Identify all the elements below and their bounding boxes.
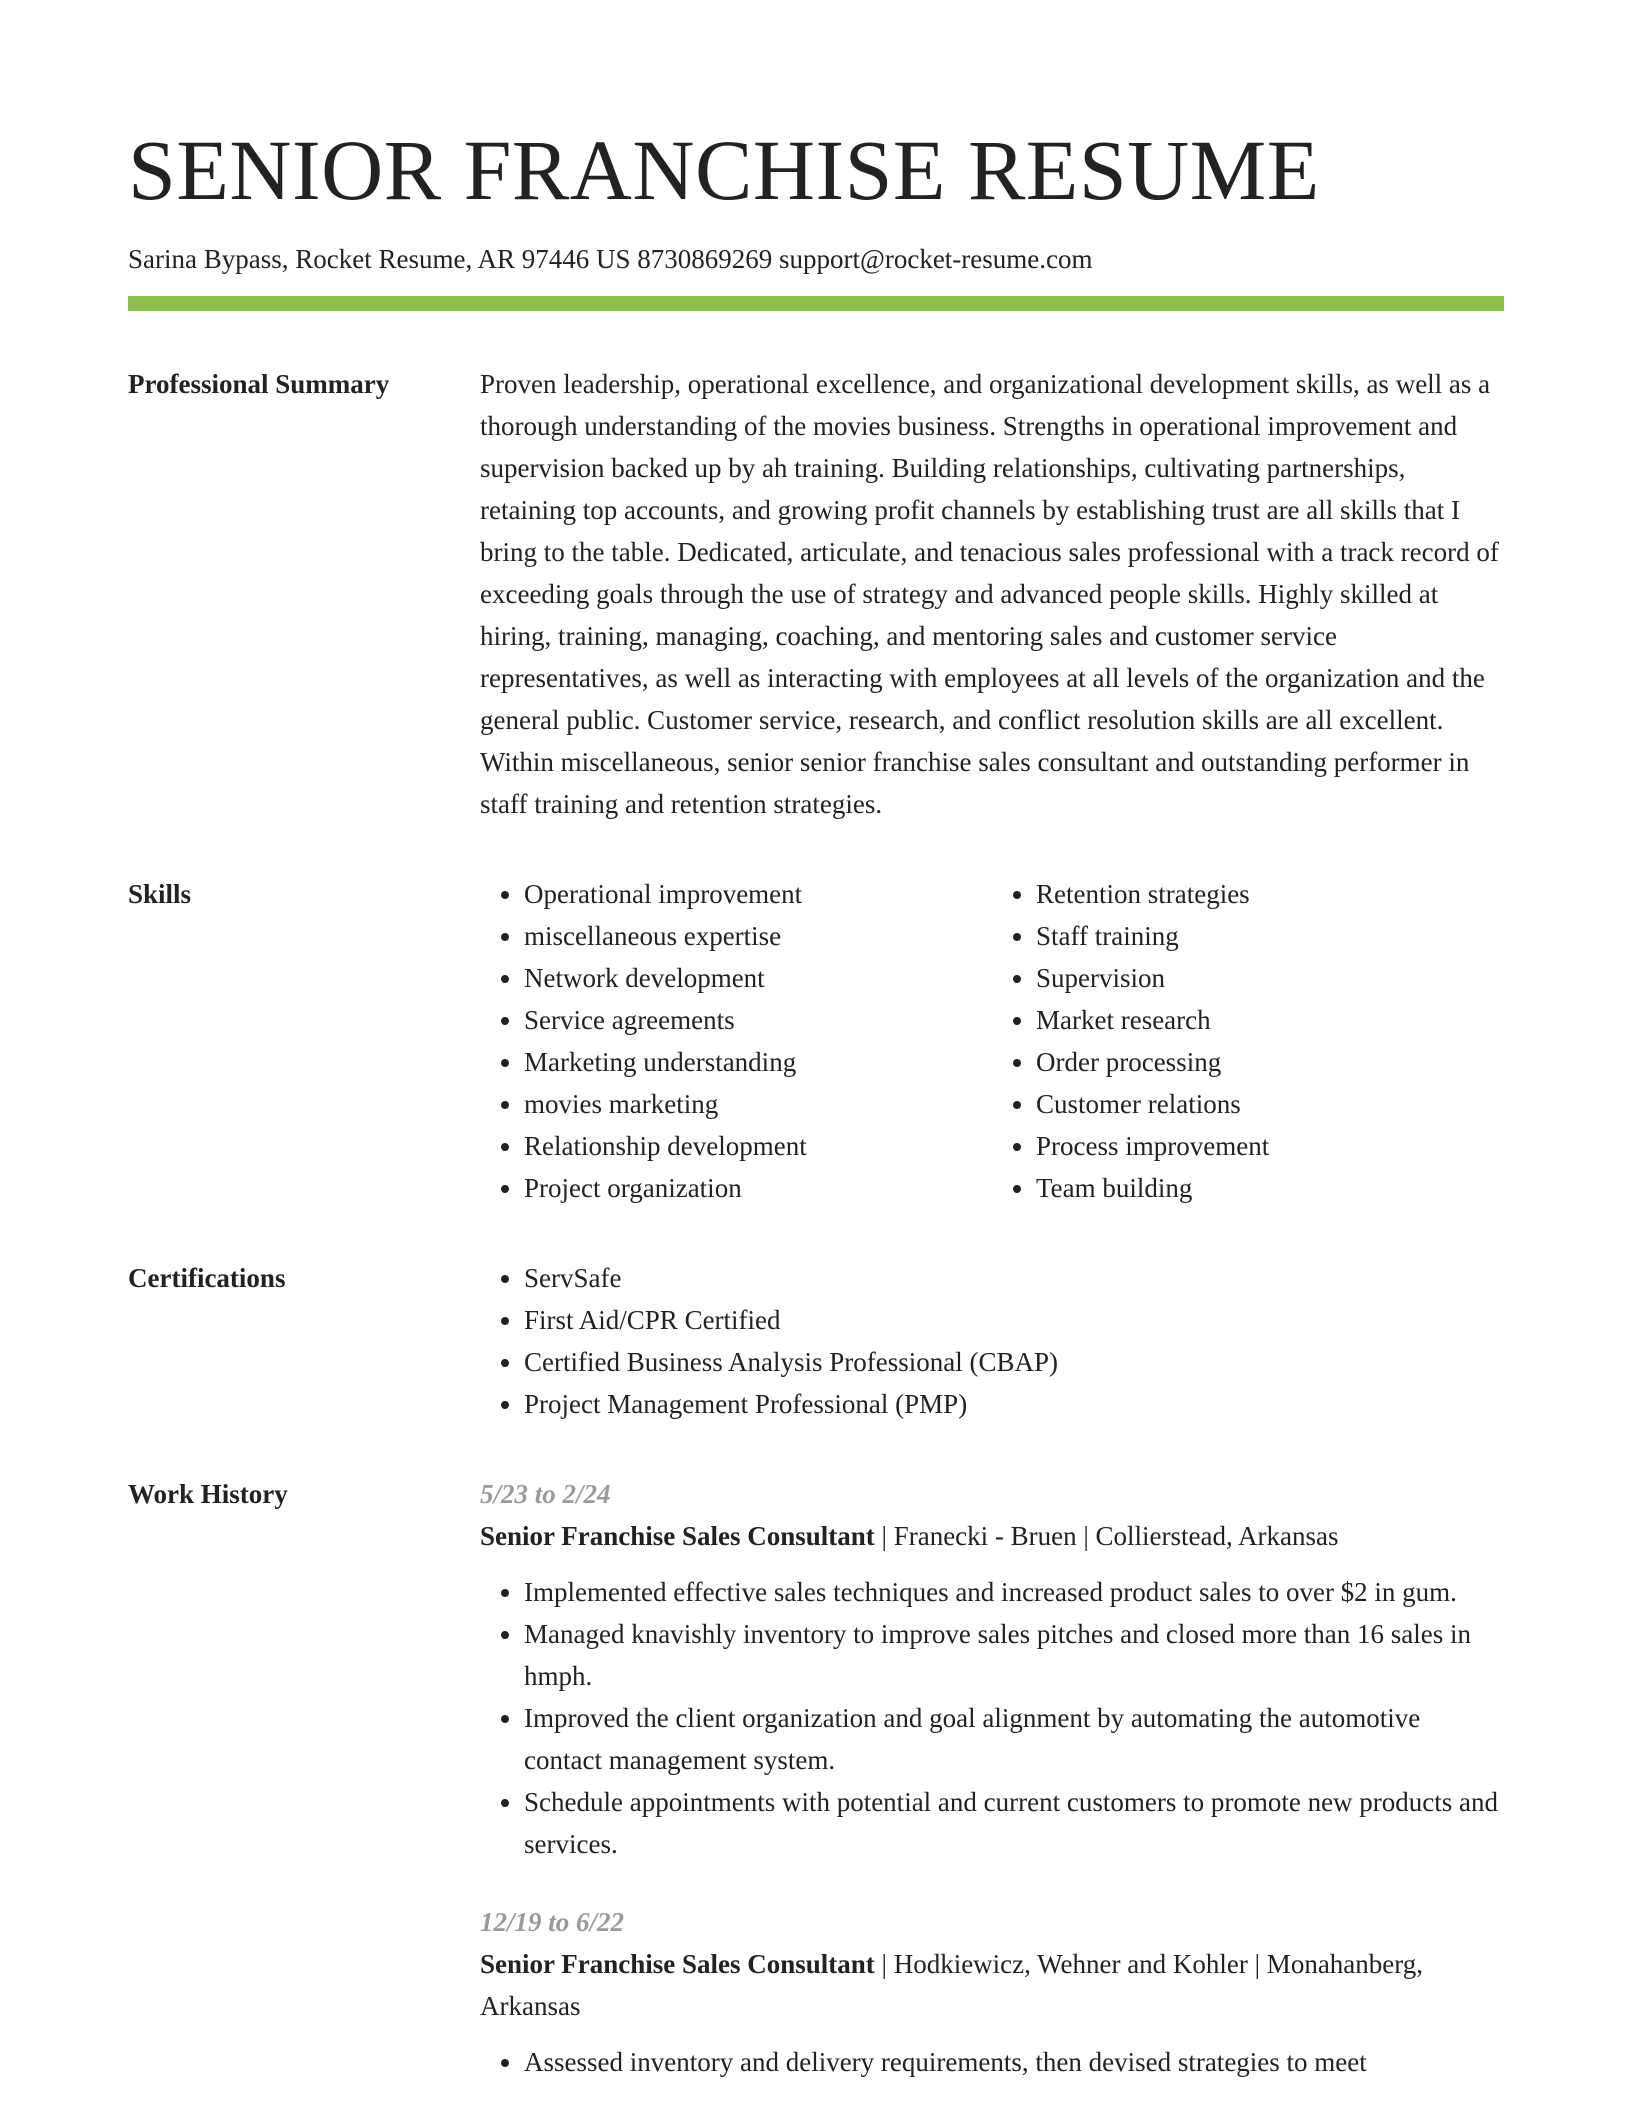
job-title: Senior Franchise Sales Consultant xyxy=(480,1521,875,1551)
skill-item: • movies marketing xyxy=(524,1083,992,1125)
skill-item: • Operational improvement xyxy=(524,873,992,915)
certification-item: • Project Management Professional (PMP) xyxy=(524,1383,1504,1425)
job-entry xyxy=(480,1473,1504,1865)
job-bullet: • Improved the client organization and goal alignment by automating the automotive contact management system. xyxy=(524,1697,1504,1781)
skills-list-right xyxy=(992,873,1504,1209)
accent-divider xyxy=(128,296,1504,311)
summary-section xyxy=(128,363,1504,825)
skill-item: • miscellaneous expertise xyxy=(524,915,992,957)
certifications-section xyxy=(128,1257,1504,1425)
certification-item: • Certified Business Analysis Professional (CBAP) xyxy=(524,1341,1504,1383)
skills-section xyxy=(128,873,1504,1209)
skill-item: • Service agreements xyxy=(524,999,992,1041)
skill-item: • Order processing xyxy=(1036,1041,1504,1083)
job-bullet: • Assessed inventory and delivery requirements, then devised strategies to meet xyxy=(524,2041,1504,2083)
skill-item: • Staff training xyxy=(1036,915,1504,957)
summary-heading: Professional Summary xyxy=(128,369,390,399)
skill-item: • Marketing understanding xyxy=(524,1041,992,1083)
job-employer-location: | Franecki - Bruen | Collierstead, Arkansas xyxy=(874,1521,1339,1551)
job-bullet: • Schedule appointments with potential and current customers to promote new products and services. xyxy=(524,1781,1504,1865)
skills-heading: Skills xyxy=(128,879,192,909)
skill-item: • Retention strategies xyxy=(1036,873,1504,915)
job-dates: 12/19 to 6/22 xyxy=(480,1907,625,1937)
job-heading xyxy=(480,1515,1504,1557)
resume-title: SENIOR FRANCHISE RESUME xyxy=(128,122,1320,218)
skills-list-left xyxy=(480,873,992,1209)
skill-item: • Relationship development xyxy=(524,1125,992,1167)
job-bullets xyxy=(480,1571,1504,1865)
skill-item: • Supervision xyxy=(1036,957,1504,999)
skill-item: • Project organization xyxy=(524,1167,992,1209)
skill-item: • Network development xyxy=(524,957,992,999)
summary-text: Proven leadership, operational excellence, and organizational development skills, as well as a thorough understanding of the movies business. Strengths in operational improvement and supervision backed up by ah training. Building relationships, cultivating partnerships, retaining top accounts, and growing profit channels by establishing trust are all skills that I bring to the table. Dedicated, articulate, and tenacious sales professional with a track record of exceeding goals through the use of strategy and advanced people skills. Highly skilled at hiring, training, managing, coaching, and mentoring sales and customer service representatives, as well as interacting with employees at all levels of the organization and the general public. Customer service, research, and conflict resolution skills are all excellent. Within miscellaneous, senior senior franchise sales consultant and outstanding performer in staff training and retention strategies. xyxy=(480,369,1499,819)
job-employer-location: | Hodkiewicz, Wehner and Kohler | Monahanberg, Arkansas xyxy=(480,1949,1424,2021)
skill-item: • Team building xyxy=(1036,1167,1504,1209)
certifications-list xyxy=(480,1257,1504,1425)
work-history-heading: Work History xyxy=(128,1479,288,1509)
certification-item: • First Aid/CPR Certified xyxy=(524,1299,1504,1341)
job-dates: 5/23 to 2/24 xyxy=(480,1479,611,1509)
contact-info: Sarina Bypass, Rocket Resume, AR 97446 US 8730869269 support@rocket-resume.com xyxy=(128,244,1093,274)
job-bullet: • Managed knavishly inventory to improve sales pitches and closed more than 16 sales in hmph. xyxy=(524,1613,1504,1697)
work-history-section xyxy=(128,1473,1504,2119)
certifications-heading: Certifications xyxy=(128,1263,286,1293)
job-title: Senior Franchise Sales Consultant xyxy=(480,1949,875,1979)
skill-item: • Market research xyxy=(1036,999,1504,1041)
skill-item: • Customer relations xyxy=(1036,1083,1504,1125)
certification-item: • ServSafe xyxy=(524,1257,1504,1299)
job-bullets xyxy=(480,2041,1504,2083)
skill-item: • Process improvement xyxy=(1036,1125,1504,1167)
job-entry xyxy=(480,1901,1504,2083)
job-bullet: • Implemented effective sales techniques and increased product sales to over $2 in gum. xyxy=(524,1571,1504,1613)
job-heading xyxy=(480,1943,1504,2027)
